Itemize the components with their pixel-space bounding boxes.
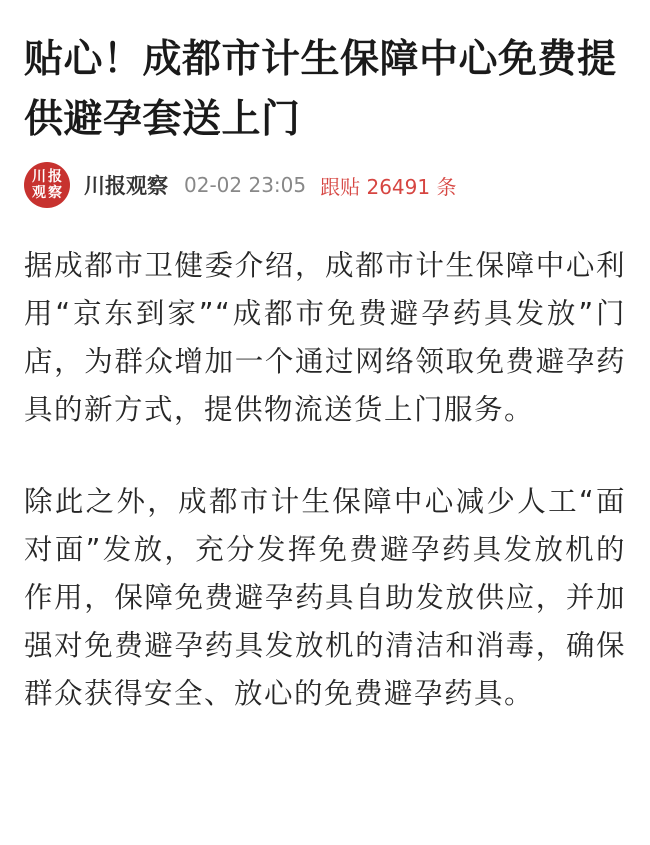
article-paragraph: 除此之外，成都市计生保障中心减少人工“面对面”发放，充分发挥免费避孕药具发放机的作用，保障免费避孕药具自助发放供应，并加强对免费避孕药具发放机的清洁和消毒，确保群众获得安全、放心的免费避孕药具。 (24, 485, 626, 710)
article-title: 贴心！成都市计生保障中心免费提供避孕套送上门 (24, 37, 617, 142)
article-meta (24, 162, 626, 208)
article-paragraph: 据成都市卫健委介绍，成都市计生保障中心利用“京东到家”“成都市免费避孕药具发放”门店，为群众增加一个通过网络领取免费避孕药具的新方式，提供物流送货上门服务。 (24, 249, 626, 426)
logo-char: 川 (32, 169, 46, 185)
logo-char: 报 (48, 169, 62, 185)
publish-time: 02-02 23:05 (184, 173, 307, 197)
comment-count-link[interactable]: 跟贴 26491 条 (320, 174, 457, 199)
source-logo[interactable] (24, 162, 70, 208)
logo-char: 察 (48, 185, 62, 201)
logo-char: 观 (32, 185, 46, 201)
article-body (24, 242, 626, 718)
source-name[interactable]: 川报观察 (84, 174, 168, 198)
